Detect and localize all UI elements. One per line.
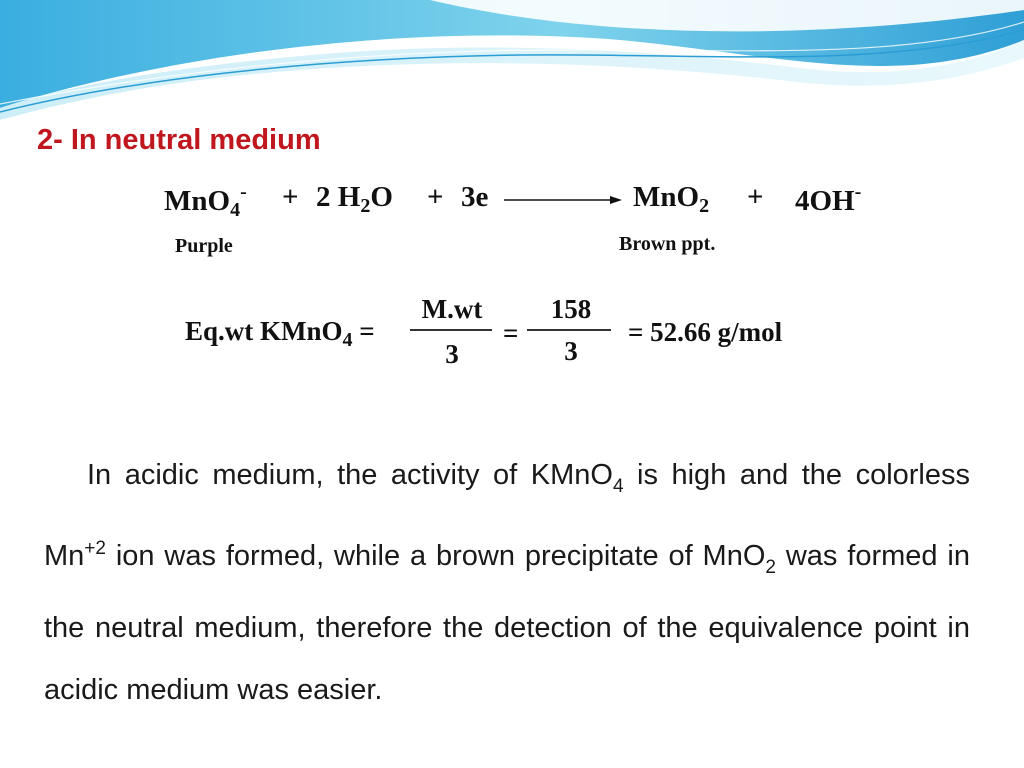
plus-sign-3: + xyxy=(747,181,764,213)
reaction-arrow-icon xyxy=(504,193,622,207)
product-manganese-dioxide: MnO$_2$ xyxy=(633,181,710,217)
product-hydroxide: 4OH- xyxy=(795,181,862,217)
section-heading: 2- In neutral medium xyxy=(37,124,321,156)
fraction-denominator-1: 3 xyxy=(445,339,459,369)
plus-sign-2: + xyxy=(427,181,444,213)
eq-weight-label: Eq.wt KMnO$_4$ = xyxy=(185,316,375,351)
reactant-permanganate: MnO$_4$- xyxy=(164,181,247,221)
fraction-numerator-158: 158 xyxy=(550,294,592,324)
explanation-paragraph: In acidic medium, the activity of KMnO$_4$ is high and the colorless $Mn^{+2}$ ion was formed, while a brown precipitate of MnO$_2$ was formed in the neutral medium, therefore the detection of the equivalence point in acidic medium was easier. xyxy=(44,459,970,706)
label-brown-ppt: Brown ppt. xyxy=(619,233,716,255)
fraction-denominator-2: 3 xyxy=(564,336,578,366)
fraction-bar-1 xyxy=(410,329,492,331)
label-purple: Purple xyxy=(175,235,233,257)
reactant-water: 2 $H_2O$ xyxy=(316,181,393,217)
fraction-bar-2 xyxy=(527,329,611,331)
eq-weight-result: = 52.66 g/mol xyxy=(628,317,783,347)
plus-sign-1: + xyxy=(282,181,299,213)
fraction-numerator-mwt: M.wt xyxy=(421,294,483,324)
header-wave-banner xyxy=(0,0,1024,120)
reactant-electrons: 3e xyxy=(461,181,489,213)
equals-sign: = xyxy=(503,318,519,348)
